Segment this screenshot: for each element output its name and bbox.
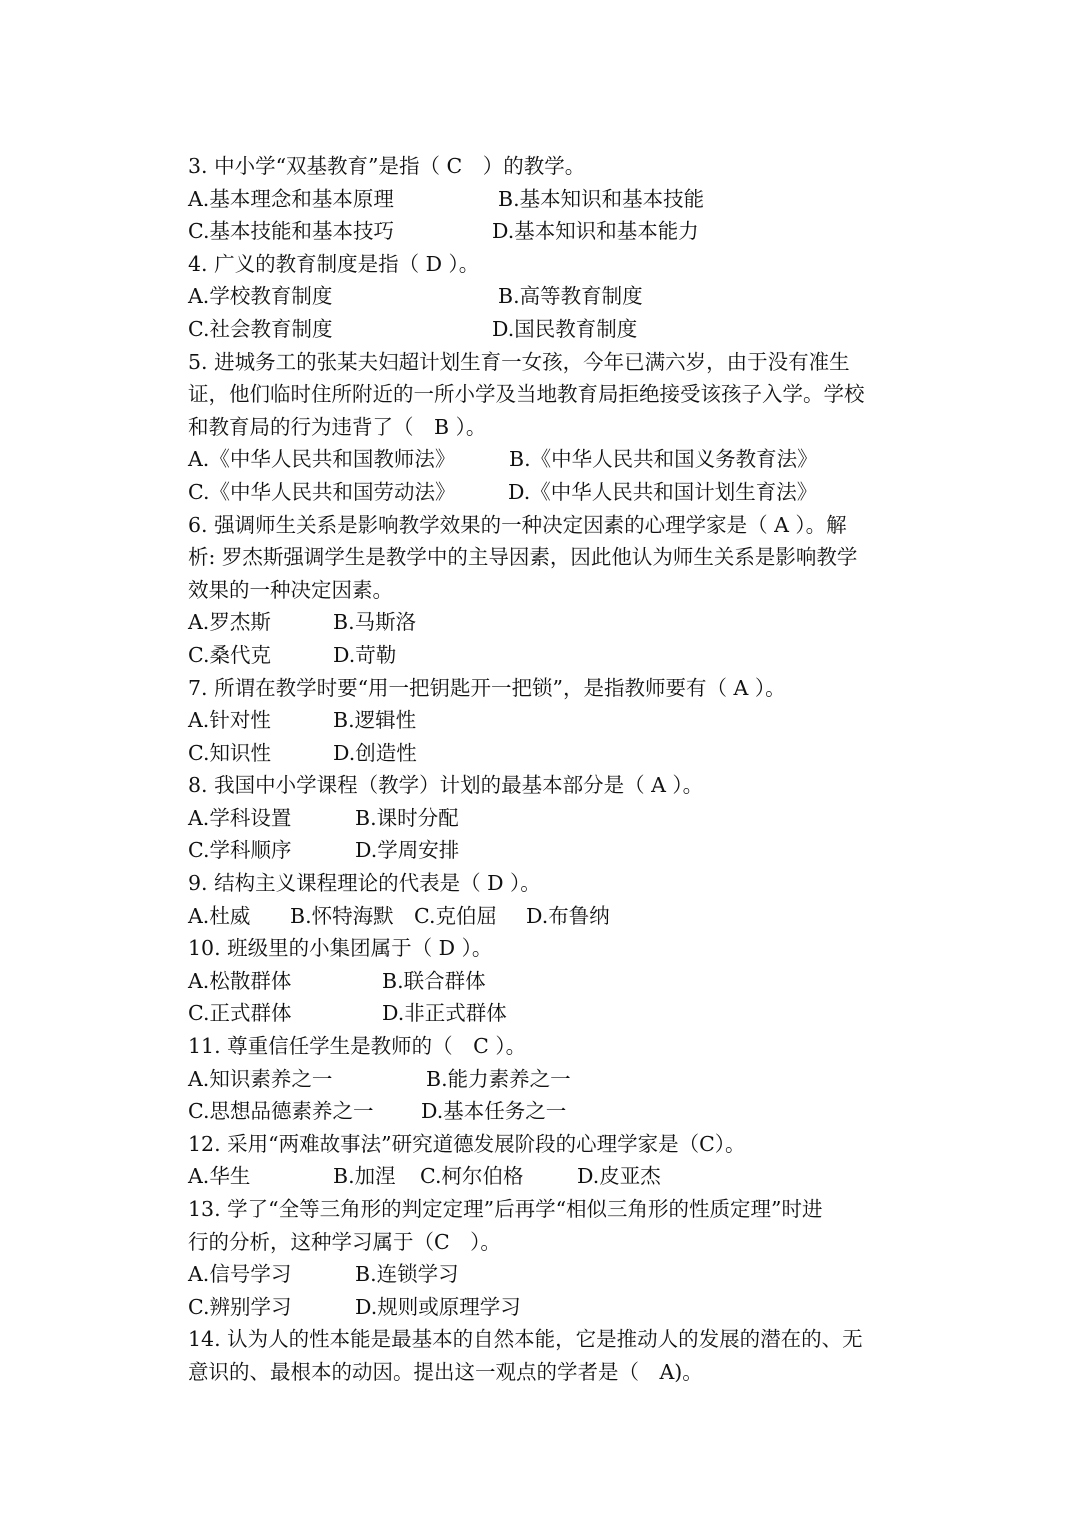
option-b: B.《中华人民共和国义务教育法》 <box>509 447 818 472</box>
question-4 <box>188 248 908 346</box>
question-text: 和教育局的行为违背了（ B ）。 <box>188 414 487 439</box>
option-b: B.马斯洛 <box>333 610 417 635</box>
option-d: D.创造性 <box>333 740 417 765</box>
option-b: B.高等教育制度 <box>498 284 643 309</box>
option-d: D.布鲁纳 <box>526 903 610 928</box>
question-11 <box>188 1030 908 1128</box>
option-c: C.克伯屈 <box>414 903 497 928</box>
option-d: D.学周安排 <box>355 838 460 863</box>
option-row <box>188 606 908 639</box>
option-row <box>188 639 908 672</box>
option-row <box>188 1063 908 1096</box>
question-text: 效果的一种决定因素。 <box>188 577 393 602</box>
option-c: C.《中华人民共和国劳动法》 <box>188 479 456 504</box>
option-row <box>188 215 908 248</box>
question-text: 析: 罗杰斯强调学生是教学中的主导因素，因此他认为师生关系是影响教学 <box>188 545 858 570</box>
option-row <box>188 737 908 770</box>
question-text: 4. 广义的教育制度是指（ D ）。 <box>188 251 480 276</box>
option-c: C.社会教育制度 <box>188 316 333 341</box>
option-a: A.《中华人民共和国教师法》 <box>188 447 456 472</box>
option-c: C.柯尔伯格 <box>420 1164 524 1189</box>
option-a: A.知识素养之一 <box>188 1066 333 1091</box>
question-text: 9. 结构主义课程理论的代表是（ D ）。 <box>188 871 541 896</box>
option-a: A.针对性 <box>188 708 271 733</box>
question-text: 14. 认为人的性本能是最基本的自然本能，它是推动人的发展的潜在的、无 <box>188 1327 863 1352</box>
option-a: A.松散群体 <box>188 968 292 993</box>
question-text: 10. 班级里的小集团属于（ D ）。 <box>188 936 493 961</box>
option-c: C.基本技能和基本技巧 <box>188 219 394 244</box>
question-6 <box>188 509 908 672</box>
option-a: A.杜威 <box>188 903 251 928</box>
option-b: B.逻辑性 <box>333 708 417 733</box>
option-d: D.苛勒 <box>333 642 397 667</box>
option-row <box>188 802 908 835</box>
option-row <box>188 443 908 476</box>
option-d: D.皮亚杰 <box>577 1164 661 1189</box>
question-5 <box>188 346 908 509</box>
option-b: B.加涅 <box>333 1164 396 1189</box>
option-a: A.学校教育制度 <box>188 284 333 309</box>
option-c: C.知识性 <box>188 740 271 765</box>
option-row <box>188 183 908 216</box>
question-text: 意识的、最根本的动因。提出这一观点的学者是（ A)。 <box>188 1359 703 1384</box>
option-row <box>188 1291 908 1324</box>
option-b: B.课时分配 <box>355 805 459 830</box>
option-b: B.怀特海默 <box>290 903 394 928</box>
question-8 <box>188 769 908 867</box>
question-text: 3. 中小学“双基教育”是指（ C ）的教学。 <box>188 154 586 178</box>
option-row <box>188 1160 908 1193</box>
question-text: 8. 我国中小学课程（教学）计划的最基本部分是（ A ）。 <box>188 773 704 798</box>
question-12 <box>188 1128 908 1193</box>
question-text: 行的分析，这种学习属于（C ）。 <box>188 1229 501 1254</box>
option-row <box>188 965 908 998</box>
question-text: 5. 进城务工的张某夫妇超计划生育一女孩，今年已满六岁，由于没有准生 <box>188 349 850 374</box>
option-row <box>188 1095 908 1128</box>
question-14 <box>188 1323 908 1388</box>
option-d: D.国民教育制度 <box>492 316 638 341</box>
option-row <box>188 476 908 509</box>
question-13 <box>188 1193 908 1323</box>
option-row <box>188 280 908 313</box>
option-c: C.桑代克 <box>188 642 271 667</box>
question-text: 6. 强调师生关系是影响教学效果的一种决定因素的心理学家是（ A ）。解 <box>188 512 847 537</box>
option-c: C.思想品德素养之一 <box>188 1099 374 1124</box>
question-3 <box>188 150 908 248</box>
option-d: D.《中华人民共和国计划生育法》 <box>508 479 818 504</box>
document-page <box>188 150 908 1389</box>
option-row <box>188 313 908 346</box>
option-b: B.能力素养之一 <box>426 1066 571 1091</box>
option-d: D.非正式群体 <box>382 1001 507 1026</box>
option-d: D.规则或原理学习 <box>355 1294 521 1319</box>
option-d: D.基本任务之一 <box>421 1099 567 1124</box>
option-b: B.基本知识和基本技能 <box>498 186 705 211</box>
option-row <box>188 704 908 737</box>
option-row <box>188 997 908 1030</box>
question-9 <box>188 867 908 932</box>
option-a: A.信号学习 <box>188 1262 292 1287</box>
option-a: A.学科设置 <box>188 805 292 830</box>
option-c: C.学科顺序 <box>188 838 292 863</box>
question-text: 7. 所谓在教学时要“用一把钥匙开一把锁”，是指教师要有（ A ）。 <box>188 675 786 700</box>
question-10 <box>188 932 908 1030</box>
question-7 <box>188 672 908 770</box>
option-a: A.罗杰斯 <box>188 610 271 635</box>
question-text: 13. 学了“全等三角形的判定定理”后再学“相似三角形的性质定理”时进 <box>188 1197 823 1221</box>
question-text: 证，他们临时住所附近的一所小学及当地教育局拒绝接受该孩子入学。学校 <box>188 382 865 407</box>
option-b: B.联合群体 <box>382 968 486 993</box>
option-c: C.辨别学习 <box>188 1294 292 1319</box>
option-row <box>188 1258 908 1291</box>
question-text: 12. 采用“两难故事法”研究道德发展阶段的心理学家是（C）。 <box>188 1131 746 1156</box>
option-c: C.正式群体 <box>188 1001 292 1026</box>
option-a: A.华生 <box>188 1164 251 1189</box>
option-row <box>188 834 908 867</box>
question-text: 11. 尊重信任学生是教师的（ C ）。 <box>188 1034 527 1059</box>
option-d: D.基本知识和基本能力 <box>492 219 699 244</box>
option-a: A.基本理念和基本原理 <box>188 186 394 211</box>
option-b: B.连锁学习 <box>355 1262 459 1287</box>
option-row <box>188 900 908 933</box>
